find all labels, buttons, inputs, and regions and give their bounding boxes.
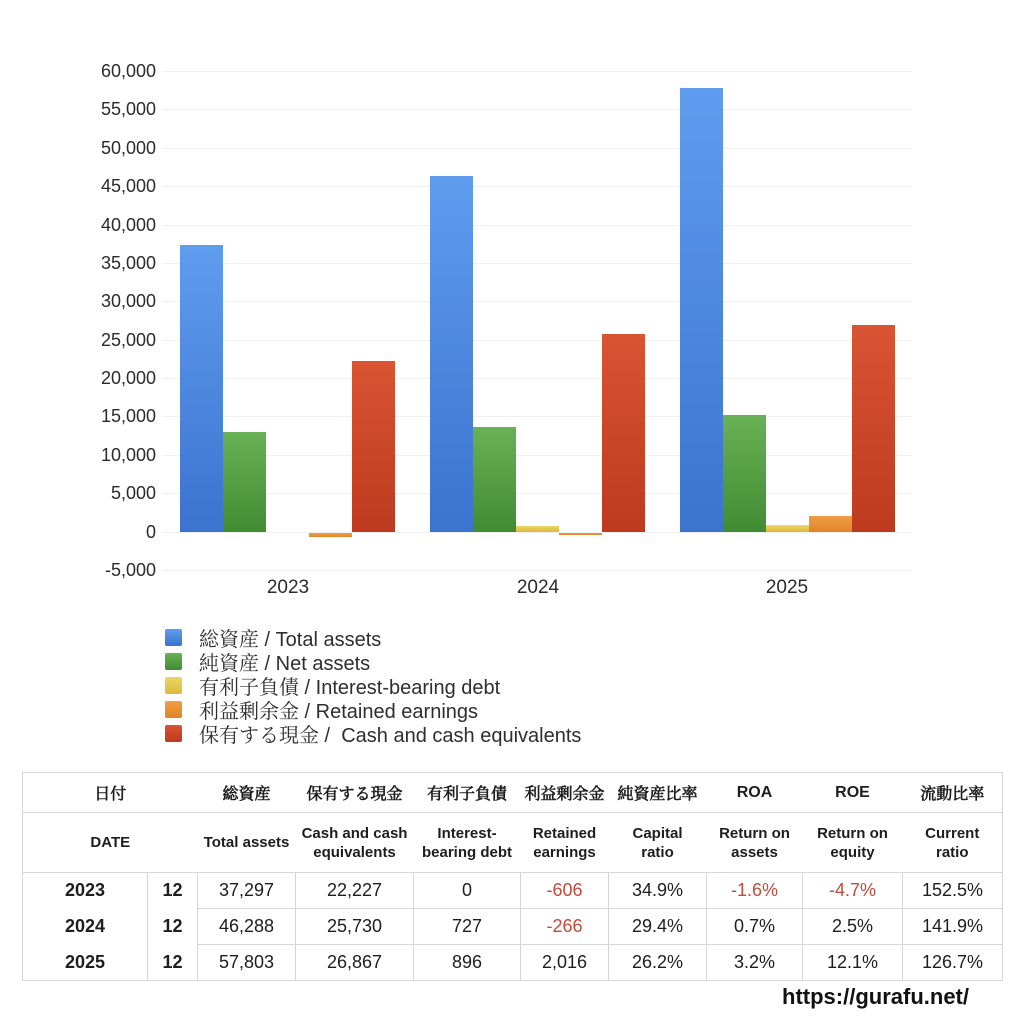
bar-net-assets — [473, 427, 516, 531]
header-total-assets-jp: 総資産 — [198, 773, 296, 813]
cell-total-assets: 57,803 — [198, 945, 296, 981]
gridline — [163, 301, 912, 302]
legend-item-net-assets — [165, 649, 581, 673]
header-capital-ratio-en: Capital ratio — [609, 813, 707, 873]
legend-item-interest-bearing-debt — [165, 673, 581, 697]
y-axis-tick-label: 55,000 — [100, 99, 156, 119]
y-axis-tick-label: -5,000 — [104, 560, 156, 580]
header-cash-en: Cash and cash equivalents — [296, 813, 414, 873]
y-axis-tick-label: 0 — [145, 522, 156, 542]
table-row — [23, 909, 1003, 945]
chart-legend — [165, 625, 581, 745]
y-axis-tick-label: 40,000 — [100, 215, 156, 235]
cell-roe: 2.5% — [803, 909, 903, 945]
bar-total-assets — [180, 245, 223, 531]
gridline — [163, 340, 912, 341]
header-roa-jp: ROA — [707, 773, 803, 813]
cell-month: 12 — [148, 873, 198, 909]
y-axis-tick-label: 20,000 — [100, 368, 156, 388]
bar-retained-earnings — [309, 533, 352, 538]
cell-cash: 25,730 — [296, 909, 414, 945]
cell-capital-ratio: 29.4% — [609, 909, 707, 945]
bar-retained-earnings — [809, 516, 852, 531]
bar-total-assets — [680, 88, 723, 532]
gridline — [163, 263, 912, 264]
cell-total-assets: 37,297 — [198, 873, 296, 909]
legend-label: 利益剰余金 / Retained earnings — [199, 700, 479, 723]
bar-interest-bearing-debt — [766, 525, 809, 532]
legend-swatch-retained-earnings-icon — [165, 701, 182, 718]
bar-retained-earnings — [559, 533, 602, 535]
cell-roa: 0.7% — [707, 909, 803, 945]
gridline — [163, 71, 912, 72]
gridline — [163, 148, 912, 149]
gridline — [163, 455, 912, 456]
gridline — [163, 109, 912, 110]
y-axis-tick-label: 5,000 — [110, 483, 156, 503]
cell-capital-ratio: 34.9% — [609, 873, 707, 909]
cell-capital-ratio: 26.2% — [609, 945, 707, 981]
cell-cash: 22,227 — [296, 873, 414, 909]
bar-total-assets — [430, 176, 473, 531]
y-axis-tick-label: 25,000 — [100, 330, 156, 350]
table-header-jp — [23, 773, 1003, 813]
legend-label: 保有する現金 / Cash and cash equivalents — [199, 724, 582, 747]
table-row — [23, 945, 1003, 981]
cell-roe: -4.7% — [803, 873, 903, 909]
legend-label: 総資産 / Total assets — [199, 628, 382, 651]
legend-item-cash — [165, 721, 581, 745]
cell-debt: 0 — [414, 873, 521, 909]
cell-retained: 2,016 — [521, 945, 609, 981]
header-debt-en: Interest-bearing debt — [414, 813, 521, 873]
bar-net-assets — [223, 432, 266, 532]
header-retained-en: Retained earnings — [521, 813, 609, 873]
gridline — [163, 186, 912, 187]
x-axis-tick-label: 2024 — [516, 577, 560, 598]
cell-retained: -606 — [521, 873, 609, 909]
cell-roa: 3.2% — [707, 945, 803, 981]
cell-roe: 12.1% — [803, 945, 903, 981]
y-axis-tick-label: 50,000 — [100, 138, 156, 158]
bar-cash-and-cash-equivalents — [602, 334, 645, 532]
header-current-ratio-en: Current ratio — [903, 813, 1003, 873]
header-date-en: DATE — [23, 813, 198, 873]
gridline — [163, 416, 912, 417]
cell-roa: -1.6% — [707, 873, 803, 909]
cell-cash: 26,867 — [296, 945, 414, 981]
header-capital-ratio-jp: 純資産比率 — [609, 773, 707, 813]
bar-interest-bearing-debt — [516, 526, 559, 532]
legend-swatch-total-assets-icon — [165, 629, 182, 646]
header-debt-jp: 有利子負債 — [414, 773, 521, 813]
bar-cash-and-cash-equivalents — [352, 361, 395, 532]
header-roe-jp: ROE — [803, 773, 903, 813]
header-total-assets-en: Total assets — [198, 813, 296, 873]
legend-item-retained-earnings — [165, 697, 581, 721]
bar-net-assets — [723, 415, 766, 531]
x-axis-tick-label: 2025 — [765, 577, 809, 598]
legend-label: 純資産 / Net assets — [199, 652, 371, 675]
header-roe-en: Return on equity — [803, 813, 903, 873]
gridline — [163, 225, 912, 226]
gridline — [163, 378, 912, 379]
cell-current-ratio: 141.9% — [903, 909, 1003, 945]
header-current-ratio-jp: 流動比率 — [903, 773, 1003, 813]
cell-year: 2024 — [64, 916, 106, 936]
gridline — [163, 493, 912, 494]
legend-swatch-interest-bearing-debt-icon — [165, 677, 182, 694]
cell-debt: 896 — [414, 945, 521, 981]
cell-month: 12 — [148, 909, 198, 945]
cell-current-ratio: 126.7% — [903, 945, 1003, 981]
header-roa-en: Return on assets — [707, 813, 803, 873]
legend-item-total-assets — [165, 625, 581, 649]
header-date-jp: 日付 — [23, 773, 198, 813]
y-axis-tick-label: 60,000 — [100, 61, 156, 81]
cell-year: 2023 — [64, 880, 106, 901]
bar-cash-and-cash-equivalents — [852, 325, 895, 531]
legend-label: 有利子負債 / Interest-bearing debt — [199, 676, 501, 699]
site-url: https://gurafu.net/ — [782, 984, 969, 1009]
cell-year: 2025 — [64, 951, 106, 972]
cell-total-assets: 46,288 — [198, 909, 296, 945]
financial-table — [22, 772, 1003, 981]
x-axis-tick-label: 2023 — [266, 577, 310, 598]
legend-swatch-net-assets-icon — [165, 653, 182, 670]
cell-retained: -266 — [521, 909, 609, 945]
cell-month: 12 — [148, 945, 198, 981]
cell-debt: 727 — [414, 909, 521, 945]
table-header-en — [23, 813, 1003, 873]
header-cash-jp: 保有する現金 — [296, 773, 414, 813]
gridline — [163, 570, 912, 571]
y-axis-tick-label: 15,000 — [100, 406, 156, 426]
header-retained-jp: 利益剰余金 — [521, 773, 609, 813]
y-axis-tick-label: 35,000 — [100, 253, 156, 273]
y-axis-tick-label: 45,000 — [100, 176, 156, 196]
gridline — [163, 532, 912, 533]
legend-swatch-cash-icon — [165, 725, 182, 742]
cell-current-ratio: 152.5% — [903, 873, 1003, 909]
y-axis-tick-label: 30,000 — [100, 291, 156, 311]
y-axis-tick-label: 10,000 — [100, 445, 156, 465]
table-row — [23, 873, 1003, 909]
